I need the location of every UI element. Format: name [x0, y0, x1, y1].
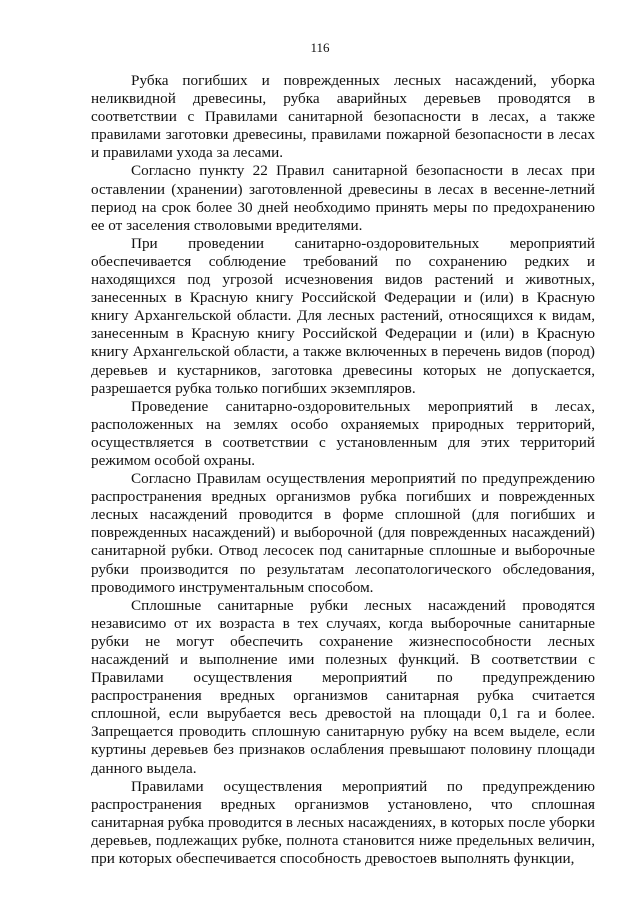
paragraph: Правилами осуществления мероприятий по предупреждению распространения вредных организмов установлено, что сплошная санитарная рубка проводится в лесных насаждениях, в которых после уборки деревьев, подлежащих рубке, полнота становится ниже предельных величин, при которых обеспечивается способность древостоев выполнять функции,: [91, 777, 595, 868]
paragraph: Согласно Правилам осуществления мероприятий по предупреждению распространения вредных организмов рубка погибших и поврежденных лесных насаждений проводится в форме сплошной (для погибших и поврежденных насаждений) и выборочной (для поврежденных насаждений) санитарной рубки. Отвод лесосек под санитарные сплошные и выборочные рубки производится по результатам лесопатологического обследования, проводимого инструментальным способом.: [91, 470, 595, 596]
paragraph: Сплошные санитарные рубки лесных насаждений проводятся независимо от их возраста в тех случаях, когда выборочные санитарные рубки не могут обеспечить сохранение жизнеспособности лесных насаждений и выполнение ими полезных функций. В соответствии с Правилами осуществления мероприятий по предупреждению распространения вредных организмов санитарная рубка считается сплошной, если вырубается весь древостой на площади 0,1 га и более. Запрещается проводить сплошную санитарную рубку на всем выделе, если куртины деревьев без признаков ослабления превышают половину площади данного выдела.: [91, 596, 595, 777]
paragraph: Рубка погибших и поврежденных лесных насаждений, уборка неликвидной древесины, рубка аварийных деревьев проводятся в соответствии с Правилами санитарной безопасности в лесах, а также правилами заготовки древесины, правилами пожарной безопасности в лесах и правилами ухода за лесами.: [91, 72, 595, 162]
paragraph: Проведение санитарно-оздоровительных мероприятий в лесах, расположенных на землях особо охраняемых природных территорий, осуществляется в соответствии с установленным для этих территорий режимом особой охраны.: [91, 397, 595, 469]
document-body: [91, 72, 595, 868]
page-number: 116: [310, 40, 330, 55]
paragraph: Согласно пункту 22 Правил санитарной безопасности в лесах при оставлении (хранении) заготовленной древесины в лесах в весенне-летний период на срок более 30 дней необходимо принять меры по предохранению ее от заселения стволовыми вредителями.: [91, 162, 595, 234]
paragraph: При проведении санитарно-оздоровительных мероприятий обеспечивается соблюдение требований по сохранению редких и находящихся под угрозой исчезновения видов растений и животных, занесенных в Красную книгу Российской Федерации и (или) в Красную книгу Архангельской области. Для лесных растений, относящихся к видам, занесенным в Красную книгу Российской Федерации и (или) в Красную книгу Архангельской области, а также включенных в перечень видов (пород) деревьев и кустарников, заготовка древесины которых не допускается, разрешается рубка только погибших экземпляров.: [91, 234, 595, 397]
